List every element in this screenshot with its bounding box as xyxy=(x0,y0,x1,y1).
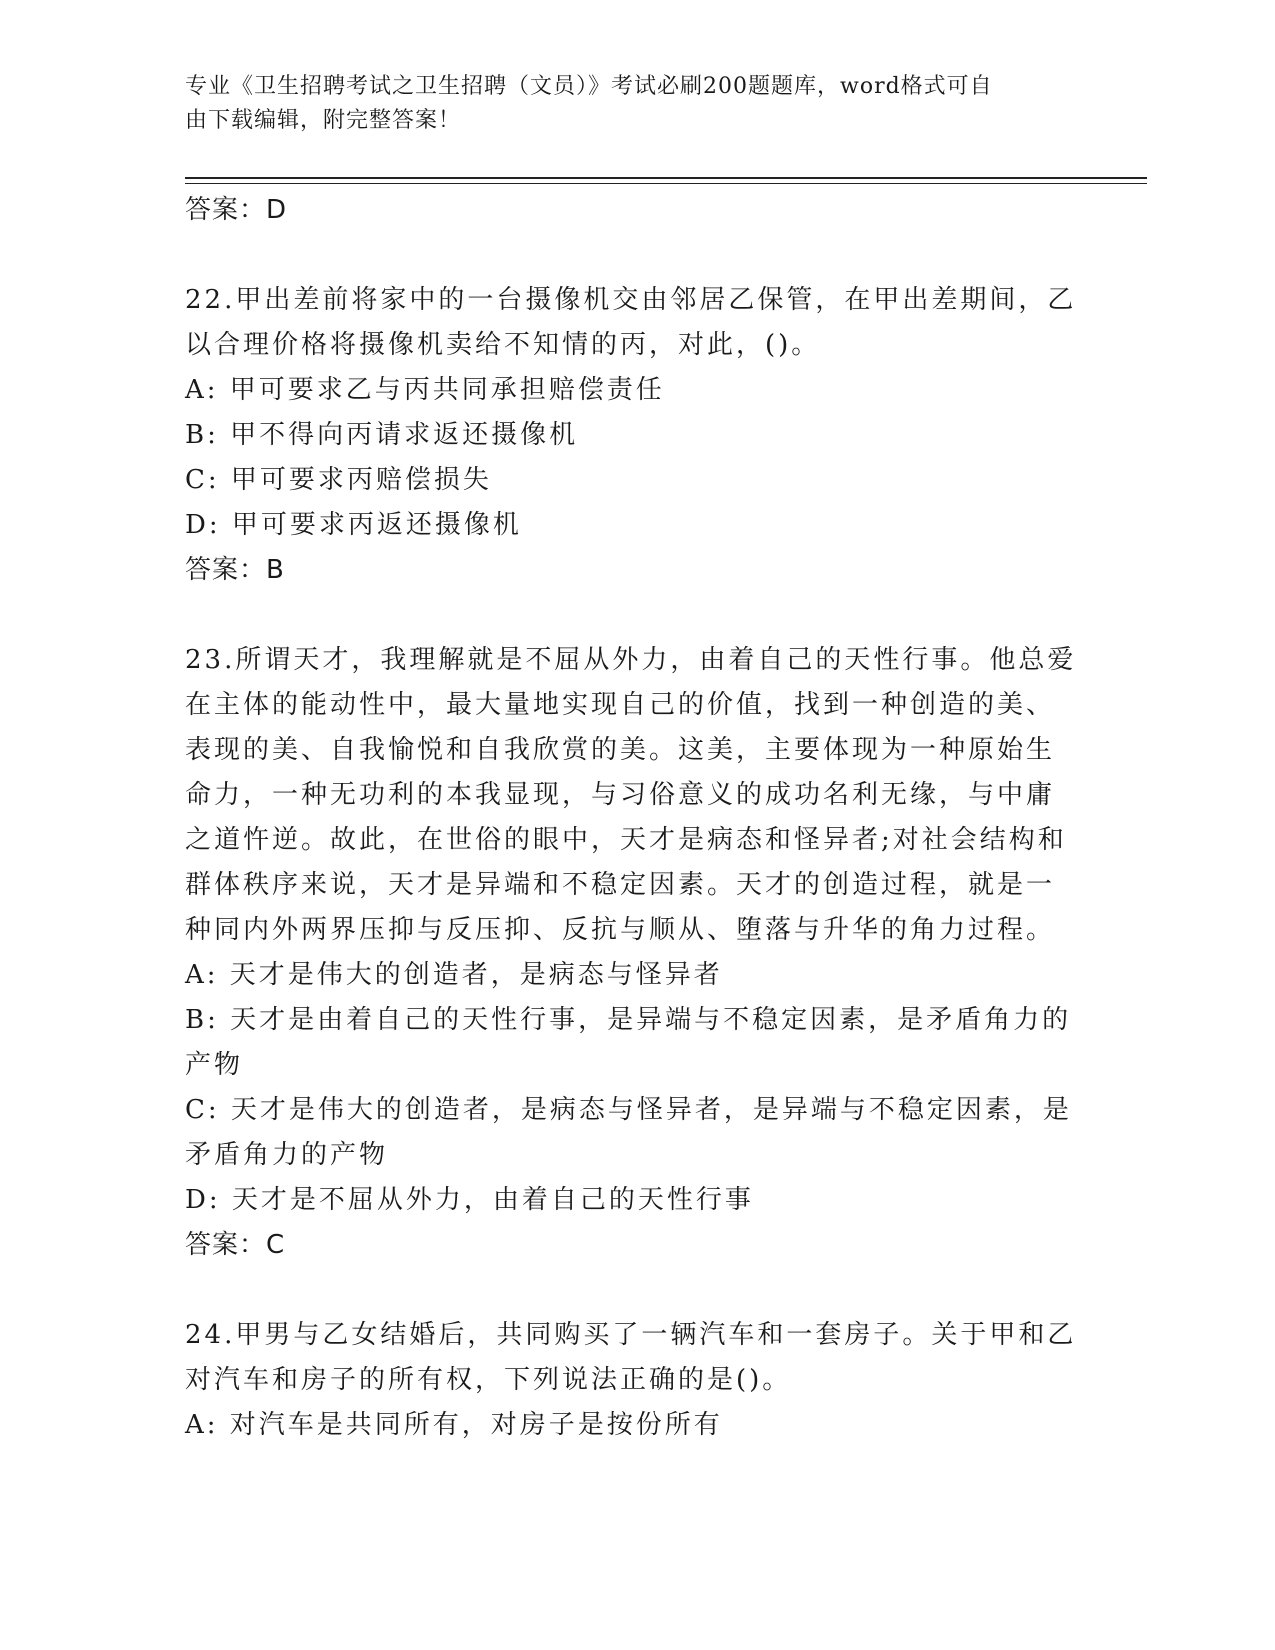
spacer xyxy=(185,233,1085,278)
option-b-continued: 产物 xyxy=(185,1050,244,1080)
answer-line: 答案：C xyxy=(185,1230,286,1260)
question-23 xyxy=(185,638,1085,1268)
question-stem-line: 24.甲男与乙女结婚后，共同购买了一辆汽车和一套房子。关于甲和乙 xyxy=(185,1320,1077,1350)
header-divider-thin xyxy=(185,183,1147,184)
option-d: D: 甲可要求丙返还摄像机 xyxy=(185,510,522,540)
spacer xyxy=(185,1268,1085,1313)
answer-line: 答案：D xyxy=(185,195,288,225)
option-c: C: 甲可要求丙赔偿损失 xyxy=(185,465,492,495)
header-divider xyxy=(185,177,1147,179)
document-header xyxy=(185,70,1065,138)
option-a: A: 甲可要求乙与丙共同承担赔偿责任 xyxy=(185,375,665,405)
question-stem-line: 23.所谓天才，我理解就是不屈从外力，由着自己的天性行事。他总爱 xyxy=(185,645,1077,675)
question-stem-line: 以合理价格将摄像机卖给不知情的丙，对此，()。 xyxy=(185,330,821,360)
question-stem-line: 对汽车和房子的所有权，下列说法正确的是()。 xyxy=(185,1365,792,1395)
question-stem-line: 在主体的能动性中，最大量地实现自己的价值，找到一种创造的美、 xyxy=(185,690,1056,720)
question-stem-line: 命力，一种无功利的本我显现，与习俗意义的成功名利无缘，与中庸 xyxy=(185,780,1056,810)
header-line: 由下载编辑，附完整答案！ xyxy=(185,108,462,133)
question-stem-line: 之道忤逆。故此，在世俗的眼中，天才是病态和怪异者;对社会结构和 xyxy=(185,825,1067,855)
question-stem-line: 22.甲出差前将家中的一台摄像机交由邻居乙保管，在甲出差期间，乙 xyxy=(185,285,1077,315)
option-a: A: 天才是伟大的创造者，是病态与怪异者 xyxy=(185,960,723,990)
option-d: D: 天才是不屈从外力，由着自己的天性行事 xyxy=(185,1185,754,1215)
header-line: 专业《卫生招聘考试之卫生招聘（文员）》考试必刷200题题库，word格式可自 xyxy=(185,74,993,99)
question-22 xyxy=(185,278,1085,593)
document-body xyxy=(185,188,1085,1448)
option-b: B: 天才是由着自己的天性行事，是异端与不稳定因素，是矛盾角力的 xyxy=(185,1005,1072,1035)
question-stem-line: 群体秩序来说，天才是异端和不稳定因素。天才的创造过程，就是一 xyxy=(185,870,1056,900)
question-stem-line: 种同内外两界压抑与反压抑、反抗与顺从、堕落与升华的角力过程。 xyxy=(185,915,1056,945)
question-24 xyxy=(185,1313,1085,1448)
spacer xyxy=(185,593,1085,638)
answer-line: 答案：B xyxy=(185,555,285,585)
option-c-continued: 矛盾角力的产物 xyxy=(185,1140,389,1170)
option-c: C: 天才是伟大的创造者，是病态与怪异者，是异端与不稳定因素，是 xyxy=(185,1095,1072,1125)
question-stem-line: 表现的美、自我愉悦和自我欣赏的美。这美，主要体现为一种原始生 xyxy=(185,735,1056,765)
option-a: A: 对汽车是共同所有，对房子是按份所有 xyxy=(185,1410,723,1440)
option-b: B: 甲不得向丙请求返还摄像机 xyxy=(185,420,579,450)
